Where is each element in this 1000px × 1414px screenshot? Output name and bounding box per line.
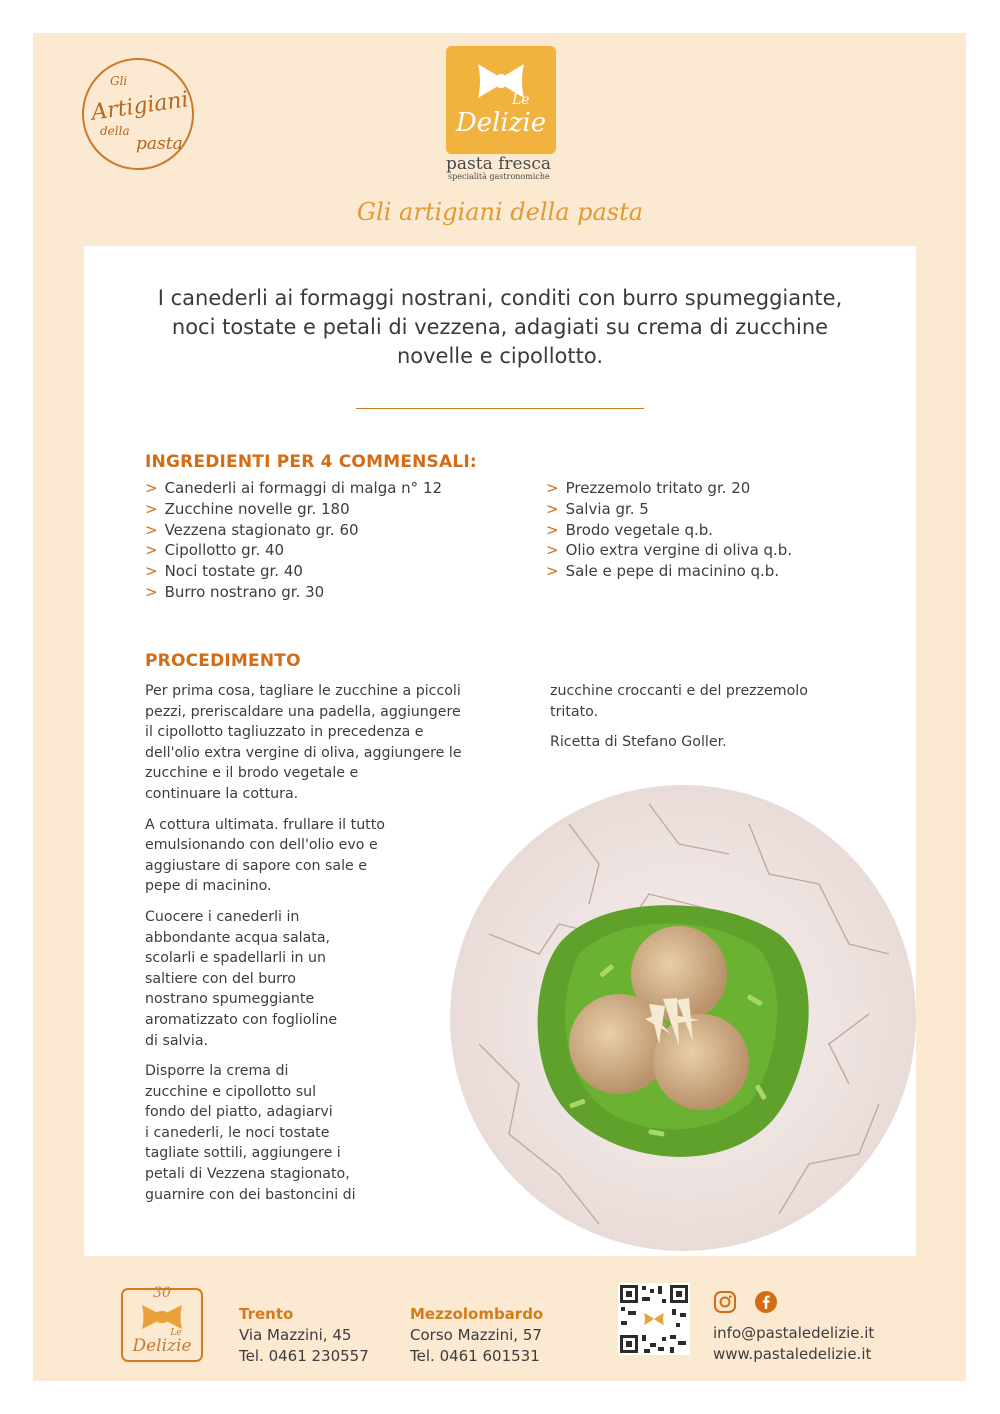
shop-address: Corso Mazzini, 57 — [410, 1326, 542, 1344]
recipe-card — [84, 246, 916, 1256]
logo-name: Delizie — [455, 108, 547, 138]
procedure-line: tritato. — [550, 703, 599, 720]
ingredient-text: Cipollotto gr. 40 — [164, 541, 285, 560]
ingredients-heading: INGREDIENTI PER 4 COMMENSALI: — [145, 452, 477, 472]
procedure-line: emulsionando con dell'olio evo e — [145, 837, 378, 854]
chevron-right-icon: > — [145, 562, 158, 581]
ingredient-text: Noci tostate gr. 40 — [164, 562, 303, 581]
stamp-text: Gli — [110, 74, 128, 88]
procedure-heading: PROCEDIMENTO — [145, 651, 301, 671]
ingredient-item — [145, 499, 442, 520]
badge-number: 30 — [153, 1285, 171, 1301]
procedure-line: pepe di macinino. — [145, 878, 272, 895]
procedure-line: Ricetta di Stefano Goller. — [550, 734, 727, 751]
shop-mezzolombardo — [410, 1304, 543, 1367]
stamp-text: della — [100, 124, 130, 138]
divider — [356, 408, 644, 409]
ingredient-item — [145, 561, 442, 582]
logo-le: Le — [512, 92, 530, 108]
shop-address: Via Mazzini, 45 — [239, 1326, 352, 1344]
ingredient-item — [145, 582, 442, 603]
chevron-right-icon: > — [546, 541, 559, 560]
qr-code[interactable] — [618, 1283, 690, 1355]
ingredient-item — [546, 499, 792, 520]
procedure-line: dell'olio extra vergine di oliva, aggiungere le — [145, 744, 462, 761]
procedure-line: continuare la cottura. — [145, 785, 299, 802]
procedure-paragraph — [550, 681, 880, 722]
stamp-text: Artigiani — [89, 87, 191, 126]
shop-tel-label: Tel. — [410, 1347, 435, 1365]
ingredient-item — [145, 540, 442, 561]
shop-tel-label: Tel. — [239, 1347, 264, 1365]
procedure-line: aggiustare di sapore con sale e — [145, 857, 368, 874]
chevron-right-icon: > — [546, 562, 559, 581]
procedure-line: fondo del piatto, adagiarvi — [145, 1104, 333, 1121]
ingredient-text: Vezzena stagionato gr. 60 — [164, 520, 359, 539]
email-link[interactable]: info@pastaledelizie.it — [713, 1324, 875, 1342]
ingredient-item — [546, 520, 792, 541]
chevron-right-icon: > — [546, 479, 559, 497]
le-delizie-logo — [446, 46, 556, 154]
ingredients-list-left — [145, 478, 442, 603]
ingredient-item — [546, 540, 792, 561]
procedure-line: Disporre la crema di — [145, 1063, 289, 1080]
procedure-line: i canederli, le noci tostate — [145, 1124, 330, 1141]
ingredient-text: Zucchine novelle gr. 180 — [164, 499, 350, 518]
shop-tel[interactable]: 0461 601531 — [439, 1347, 540, 1365]
procedure-line: zucchine e il brodo vegetale e — [145, 765, 359, 782]
ingredient-text: Sale e pepe di macinino q.b. — [565, 562, 780, 581]
procedure-line: petali di Vezzena stagionato, — [145, 1166, 350, 1183]
logo-subtitle: specialità gastronomiche — [448, 172, 550, 181]
ingredient-text: Brodo vegetale q.b. — [565, 520, 714, 539]
procedure-paragraph — [550, 732, 880, 753]
chevron-right-icon: > — [145, 520, 158, 539]
shop-trento — [239, 1304, 369, 1367]
social-links — [713, 1290, 778, 1318]
ingredient-text: Burro nostrano gr. 30 — [164, 582, 325, 601]
procedure-line: zucchine e cipollotto sul — [145, 1083, 317, 1100]
chevron-right-icon: > — [145, 499, 158, 518]
contacts — [713, 1323, 874, 1365]
procedure-line: Cuocere i canederli in — [145, 908, 300, 925]
procedure-line: pezzi, preriscaldare una padella, aggiungere — [145, 703, 461, 720]
logo-product: pasta fresca — [446, 154, 551, 174]
recipe-title: I canederli ai formaggi nostrani, conditi con burro spumeggiante, noci tostate e petali di vezzena, adagiati su crema di zucchine novelle e cipollotto. — [157, 286, 843, 368]
anniversary-badge-logo — [120, 1283, 204, 1363]
chevron-right-icon: > — [145, 582, 158, 601]
procedure-line: scolarli e spadellarli in un — [145, 950, 327, 967]
procedure-line: nostrano spumeggiante — [145, 991, 315, 1008]
ingredient-item — [546, 478, 792, 499]
website-link[interactable]: www.pastaledelizie.it — [713, 1345, 872, 1363]
procedure-line: saltiere con del burro — [145, 970, 296, 987]
ingredient-item — [546, 561, 792, 582]
ingredient-text: Olio extra vergine di oliva q.b. — [565, 541, 793, 560]
procedure-text-right — [550, 681, 880, 763]
facebook-icon[interactable] — [754, 1290, 778, 1314]
ingredients-list-right — [546, 478, 792, 582]
ingredient-text: Canederli ai formaggi di malga n° 12 — [164, 479, 443, 497]
chevron-right-icon: > — [546, 520, 559, 539]
procedure-line: di salvia. — [145, 1032, 209, 1049]
instagram-icon[interactable] — [713, 1290, 737, 1314]
procedure-line: tagliate sottili, aggiungere i — [145, 1145, 341, 1162]
tagline: Gli artigiani della pasta — [356, 198, 644, 226]
procedure-line: abbondante acqua salata, — [145, 929, 331, 946]
chevron-right-icon: > — [145, 541, 158, 560]
procedure-line: il cipollotto tagliuzzato in precedenza e — [145, 724, 424, 741]
shop-tel[interactable]: 0461 230557 — [268, 1347, 369, 1365]
chevron-right-icon: > — [145, 479, 158, 497]
shop-city: Mezzolombardo — [410, 1305, 544, 1323]
procedure-line: A cottura ultimata. frullare il tutto — [145, 816, 385, 833]
ingredient-text: Prezzemolo tritato gr. 20 — [565, 479, 751, 497]
procedure-line: aromatizzato con foglioline — [145, 1011, 338, 1028]
badge-name: Delizie — [132, 1336, 192, 1356]
chevron-right-icon: > — [546, 499, 559, 518]
artigiani-stamp-logo — [82, 58, 194, 170]
ingredient-text: Salvia gr. 5 — [565, 499, 649, 518]
ingredient-item — [145, 478, 442, 499]
procedure-line: Per prima cosa, tagliare le zucchine a piccoli — [145, 683, 461, 699]
procedure-line: zucchine croccanti e del prezzemolo — [550, 683, 808, 699]
stamp-text: pasta — [136, 134, 183, 154]
ingredient-item — [145, 520, 442, 541]
procedure-line: guarnire con dei bastoncini di — [145, 1186, 356, 1203]
badge-le: Le — [170, 1328, 182, 1338]
dish-photo — [449, 784, 916, 1252]
shop-city: Trento — [239, 1305, 294, 1323]
